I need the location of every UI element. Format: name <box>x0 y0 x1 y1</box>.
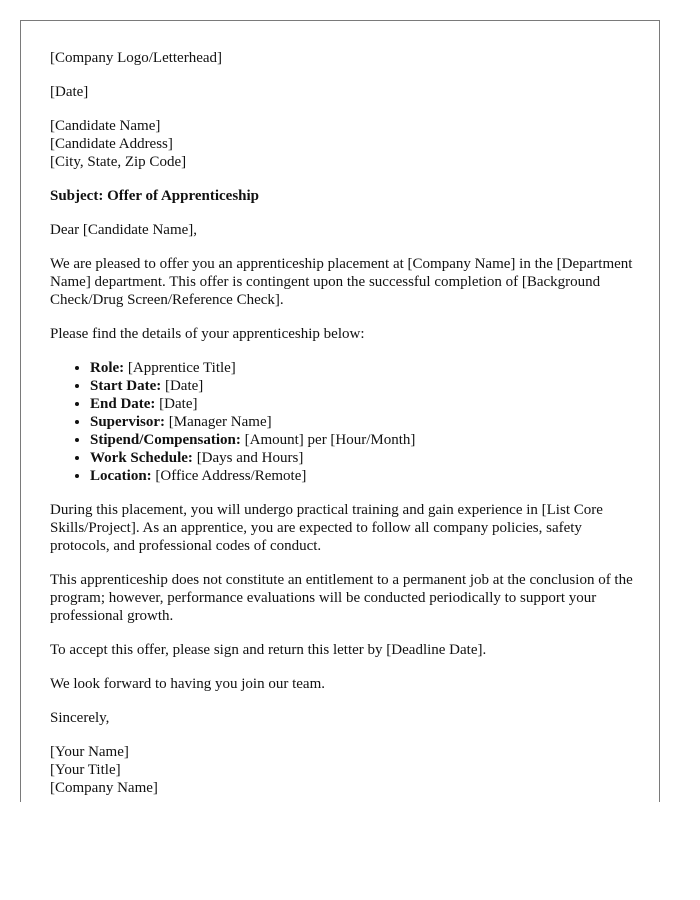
detail-value: [Date] <box>155 396 198 412</box>
accept-paragraph: To accept this offer, please sign and return this letter by [Deadline Date]. <box>50 642 487 658</box>
signature-title: [Your Title] <box>50 762 121 778</box>
detail-value: [Apprentice Title] <box>124 360 236 376</box>
letter-date: [Date] <box>50 84 89 100</box>
detail-supervisor <box>90 413 636 431</box>
detail-label: Location: <box>90 468 152 484</box>
recipient-city: [City, State, Zip Code] <box>50 154 187 170</box>
closing-paragraph: We look forward to having you join our team. <box>50 676 325 692</box>
detail-value: [Date] <box>161 378 204 394</box>
detail-label: Start Date: <box>90 378 162 394</box>
detail-label: End Date: <box>90 396 156 412</box>
recipient-name: [Candidate Name] <box>50 118 161 134</box>
detail-label: Supervisor: <box>90 414 165 430</box>
detail-value: [Days and Hours] <box>192 450 304 466</box>
details-list <box>50 359 636 485</box>
detail-value: [Amount] per [Hour/Month] <box>240 432 416 448</box>
detail-label: Stipend/Compensation: <box>90 432 241 448</box>
detail-start-date <box>90 377 636 395</box>
recipient-address: [Candidate Address] <box>50 136 173 152</box>
letterhead: [Company Logo/Letterhead] <box>50 50 223 66</box>
letter-page <box>20 20 660 802</box>
signoff: Sincerely, <box>50 710 110 726</box>
subject-text: Subject: Offer of Apprenticeship <box>50 188 260 204</box>
signature-name: [Your Name] <box>50 744 129 760</box>
training-paragraph: During this placement, you will undergo practical training and gain experience in [List Core Skills/Project]. As an apprentice, you are expected to follow all company policies, safety protocols, and professional codes of conduct. <box>50 502 603 554</box>
recipient-block <box>50 117 636 171</box>
salutation: Dear [Candidate Name], <box>50 222 198 238</box>
letter-body <box>50 49 636 813</box>
detail-label: Work Schedule: <box>90 450 193 466</box>
subject-line <box>50 187 636 205</box>
detail-label: Role: <box>90 360 125 376</box>
detail-compensation <box>90 431 636 449</box>
signature-block <box>50 743 636 797</box>
intro-paragraph: We are pleased to offer you an apprenticeship placement at [Company Name] in the [Department Name] department. This offer is contingent upon the successful completion of [Background Check/Drug Screen/Reference Check]. <box>50 256 633 308</box>
detail-value: [Manager Name] <box>165 414 272 430</box>
detail-value: [Office Address/Remote] <box>151 468 307 484</box>
detail-role <box>90 359 636 377</box>
signature-company: [Company Name] <box>50 780 158 796</box>
detail-end-date <box>90 395 636 413</box>
details-intro: Please find the details of your apprenticeship below: <box>50 326 365 342</box>
entitlement-paragraph: This apprenticeship does not constitute an entitlement to a permanent job at the conclusion of the program; however, performance evaluations will be conducted periodically to support your professional growth. <box>50 572 633 624</box>
detail-work-schedule <box>90 449 636 467</box>
detail-location <box>90 467 636 485</box>
